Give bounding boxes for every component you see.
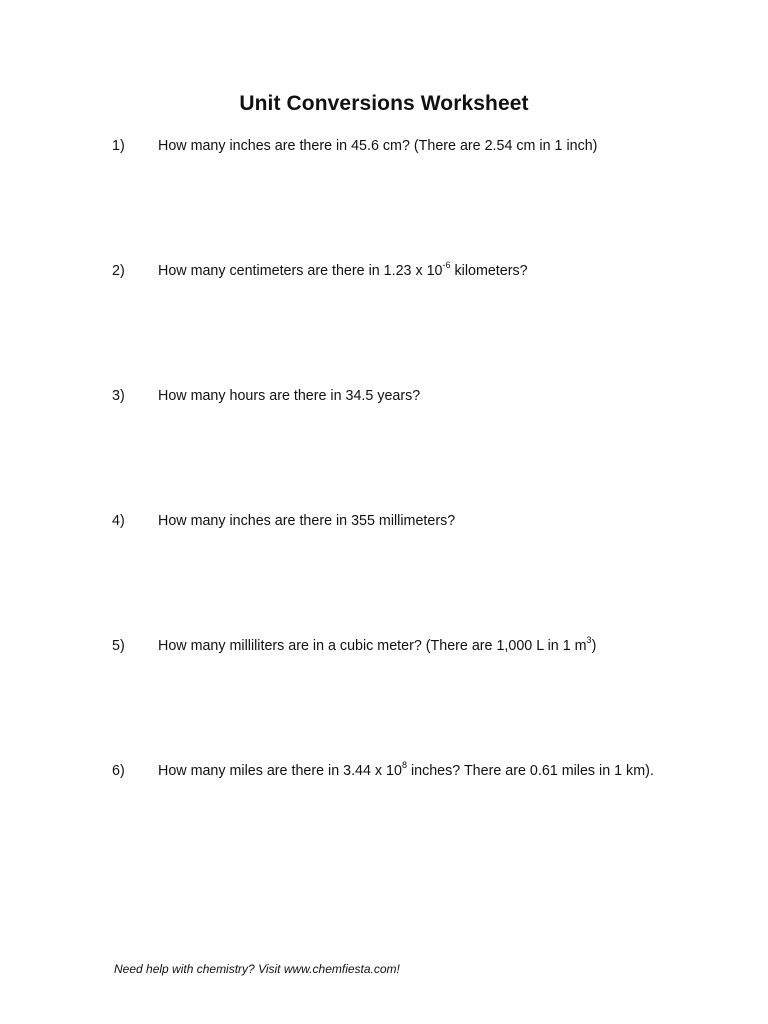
- question-text-part: How many centimeters are there in 1.23 x 10: [158, 263, 443, 279]
- question-text-part: ): [591, 638, 597, 654]
- question-number: 4): [112, 513, 125, 529]
- question-text-part: inches? There are 0.61 miles in 1 km).: [406, 763, 654, 779]
- question-text-part: How many miles are there in 3.44 x 10: [158, 763, 402, 779]
- footer-note: Need help with chemistry? Visit www.chemfiesta.com!: [114, 962, 400, 976]
- question-number: 5): [112, 638, 125, 654]
- question-number: 2): [112, 263, 125, 279]
- exponent: 3: [586, 635, 592, 646]
- question-text: [158, 762, 658, 780]
- question-number: 1): [112, 138, 125, 154]
- question-text: [158, 262, 658, 280]
- question-text-part: kilometers?: [450, 263, 528, 279]
- question-text: How many inches are there in 45.6 cm? (There are 2.54 cm in 1 inch): [158, 138, 598, 154]
- page-title: Unit Conversions Worksheet: [239, 92, 529, 115]
- question-text: How many hours are there in 34.5 years?: [158, 388, 421, 404]
- question-number: 3): [112, 388, 125, 404]
- exponent: -6: [442, 260, 451, 271]
- question-text: [158, 637, 658, 655]
- exponent: 8: [401, 760, 407, 771]
- question-text: How many inches are there in 355 millimeters?: [158, 513, 456, 529]
- question-number: 6): [112, 763, 125, 779]
- question-text-part: How many milliliters are in a cubic meter? (There are 1,000 L in 1 m: [158, 638, 587, 654]
